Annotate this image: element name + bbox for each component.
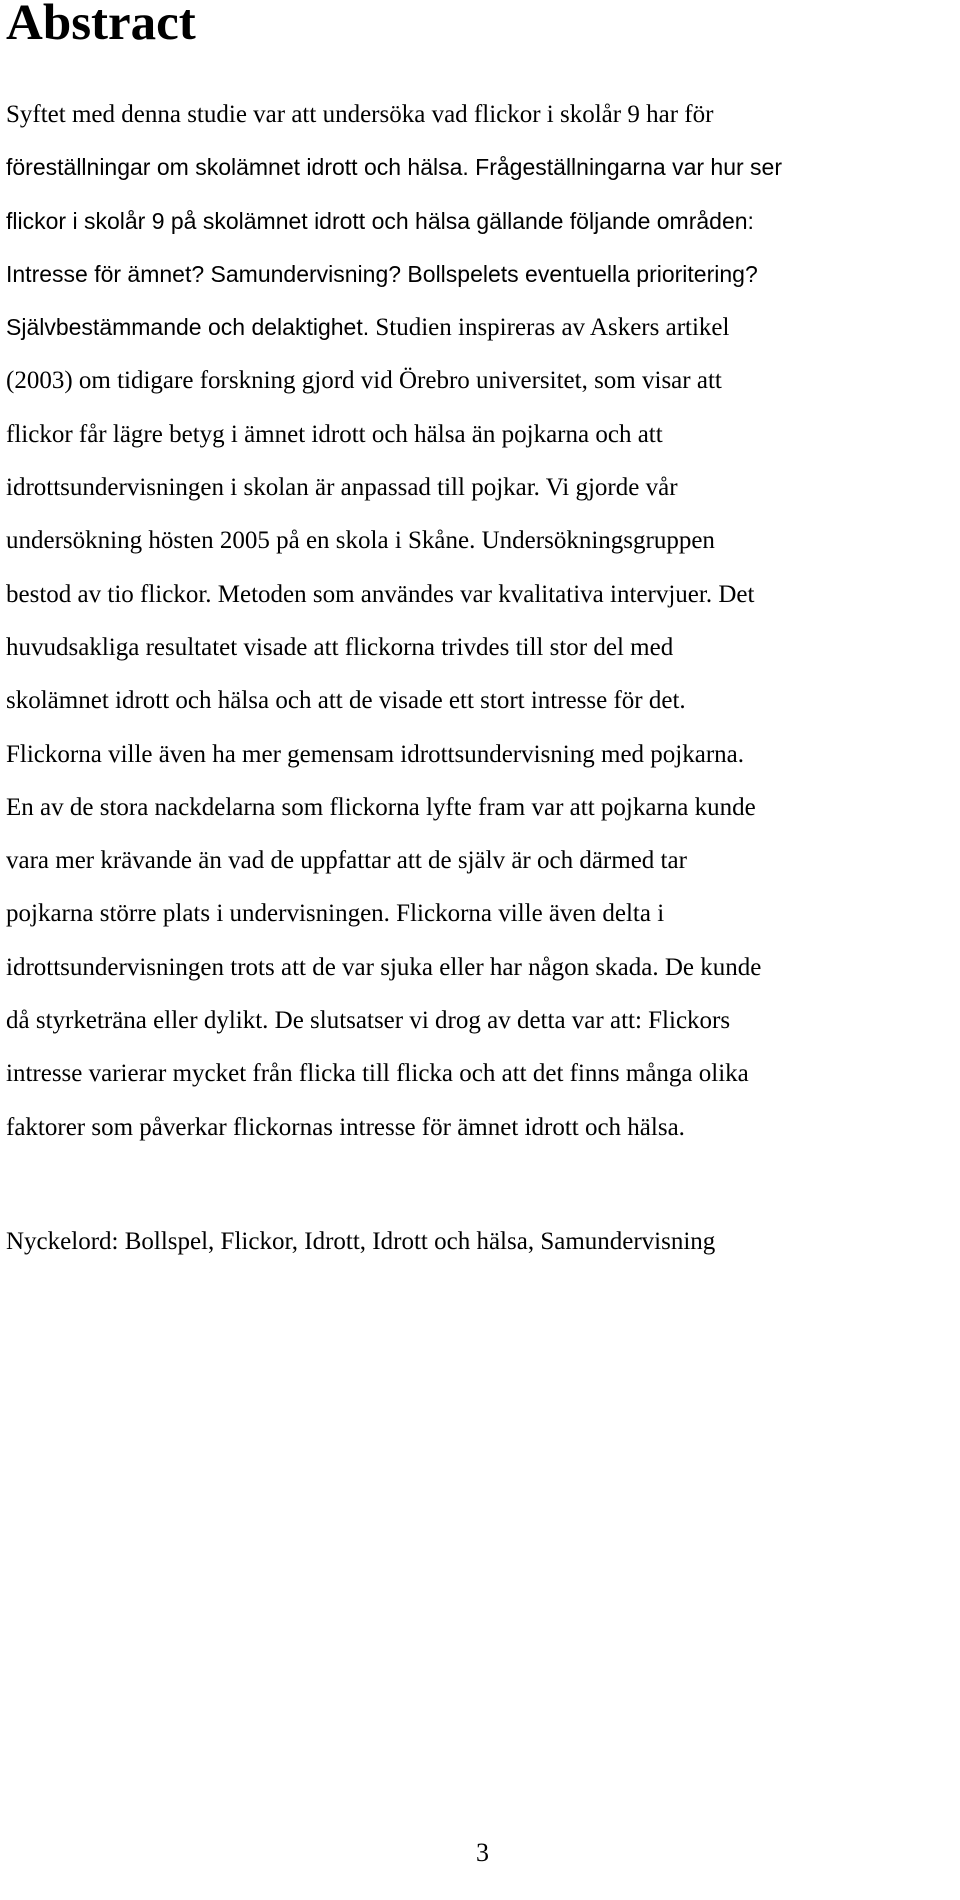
abstract-line-2: föreställningar om skolämnet idrott och hälsa. Frågeställningarna var hur ser bbox=[6, 154, 782, 181]
abstract-line-11: huvudsakliga resultatet visade att flickorna trivdes till stor del med bbox=[6, 633, 674, 661]
abstract-line-17: idrottsundervisningen trots att de var sjuka eller har någon skada. De kunde bbox=[6, 953, 762, 981]
keywords: Nyckelord: Bollspel, Flickor, Idrott, Idrott och hälsa, Samundervisning bbox=[6, 1228, 716, 1255]
abstract-line-12: skolämnet idrott och hälsa och att de visade ett stort intresse för det. bbox=[6, 687, 686, 715]
abstract-line-19: intresse varierar mycket från flicka till flicka och att det finns många olika bbox=[6, 1060, 749, 1088]
abstract-line-13: Flickorna ville även ha mer gemensam idrottsundervisning med pojkarna. bbox=[6, 740, 745, 768]
abstract-line-10: bestod av tio flickor. Metoden som användes var kvalitativa intervjuer. Det bbox=[6, 580, 755, 608]
abstract-line-20: faktorer som påverkar flickornas intresse för ämnet idrott och hälsa. bbox=[6, 1113, 685, 1141]
abstract-line-8: idrottsundervisningen i skolan är anpassad till pojkar. Vi gjorde vår bbox=[6, 474, 678, 502]
abstract-line-9: undersökning hösten 2005 på en skola i Skåne. Undersökningsgruppen bbox=[6, 527, 715, 555]
abstract-line-7: flickor får lägre betyg i ämnet idrott och hälsa än pojkarna och att bbox=[6, 420, 663, 448]
abstract-line-5-sans-part: Självbestämmande och delaktighet. bbox=[6, 314, 370, 341]
abstract-line-16: pojkarna större plats i undervisningen. Flickorna ville även delta i bbox=[6, 900, 665, 928]
document-page bbox=[6, 0, 946, 1900]
abstract-body bbox=[6, 88, 946, 1154]
page-number: 3 bbox=[476, 1838, 489, 1867]
abstract-line-3: flickor i skolår 9 på skolämnet idrott och hälsa gällande följande områden: bbox=[6, 207, 754, 234]
abstract-line-15: vara mer krävande än vad de uppfattar att de själv är och därmed tar bbox=[6, 847, 687, 875]
abstract-line-14: En av de stora nackdelarna som flickorna lyfte fram var att pojkarna kunde bbox=[6, 793, 756, 821]
abstract-line-5 bbox=[6, 301, 946, 354]
abstract-line-6: (2003) om tidigare forskning gjord vid Örebro universitet, som visar att bbox=[6, 367, 722, 395]
abstract-line-18: då styrketräna eller dylikt. De slutsatser vi drog av detta var att: Flickors bbox=[6, 1007, 731, 1035]
abstract-line-4: Intresse för ämnet? Samundervisning? Bollspelets eventuella prioritering? bbox=[6, 260, 758, 287]
page-title: Abstract bbox=[6, 0, 196, 51]
abstract-line-1: Syftet med denna studie var att undersöka vad flickor i skolår 9 har för bbox=[6, 101, 714, 128]
abstract-line-5-serif-part: Studien inspireras av Askers artikel bbox=[369, 314, 730, 342]
